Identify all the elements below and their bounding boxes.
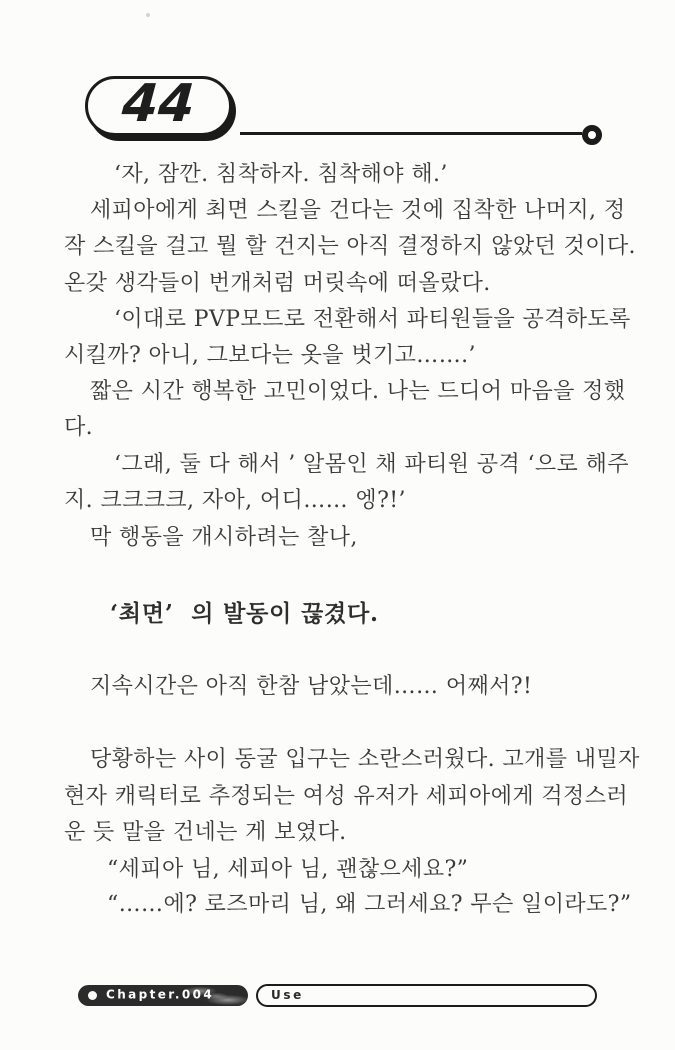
body-line: ‘그래, 둘 다 해서 ’ 알몸인 채 파티원 공격 ‘으로 해주 xyxy=(114,452,629,477)
body-line: “……에? 로즈마리 님, 왜 그러세요? 무슨 일이라도?” xyxy=(107,892,632,917)
body-line: 작 스킬을 걸고 뭘 할 건지는 아직 결정하지 않았던 것이다. xyxy=(64,234,636,259)
footer-use-label: Use xyxy=(271,988,304,1002)
body-line: 지. 크크크크, 자아, 어디…… 엥?!’ xyxy=(64,488,406,513)
body-line: 막 행동을 개시하려는 찰나, xyxy=(90,525,358,550)
header-rule xyxy=(240,132,582,135)
body-line: 세피아에게 최면 스킬을 건다는 것에 집착한 나머지, 정 xyxy=(90,198,626,223)
footer-use-box xyxy=(256,984,597,1007)
body-line: “세피아 님, 세피아 님, 괜찮으세요?” xyxy=(107,857,469,882)
footer-chapter-label: Chapter.004 xyxy=(106,987,215,1002)
body-line: 다. xyxy=(64,415,94,440)
body-line: 짧은 시간 행복한 고민이었다. 나는 드디어 마음을 정했 xyxy=(90,379,626,404)
chapter-number: 44 xyxy=(120,74,197,134)
chapter-number-badge xyxy=(85,76,232,136)
body-line: 현자 캐릭터로 추정되는 여성 유저가 세피아에게 걱정스러 xyxy=(64,784,629,809)
body-line: ‘이대로 PVP모드로 전환해서 파티원들을 공격하도록 xyxy=(114,307,631,332)
body-line-emphasis: ‘최면’ 의 발동이 끊겼다. xyxy=(110,600,379,627)
scan-speck xyxy=(146,13,150,17)
body-line: 당황하는 사이 동굴 입구는 소란스러웠다. 고개를 내밀자 xyxy=(90,747,640,772)
footer-chapter-badge xyxy=(78,985,248,1006)
bullet-dot-icon xyxy=(88,991,97,1000)
body-line: 시킬까? 아니, 그보다는 옷을 벗기고…….’ xyxy=(64,343,476,368)
body-line: 운 듯 말을 건네는 게 보였다. xyxy=(64,820,347,845)
body-line: ‘자, 잠깐. 침착하자. 침착해야 해.’ xyxy=(114,162,448,187)
body-line: 온갖 생각들이 번개처럼 머릿속에 떠올랐다. xyxy=(64,271,491,296)
body-line: 지속시간은 아직 한참 남았는데…… 어째서?! xyxy=(90,674,533,699)
ring-end-icon xyxy=(582,125,602,145)
